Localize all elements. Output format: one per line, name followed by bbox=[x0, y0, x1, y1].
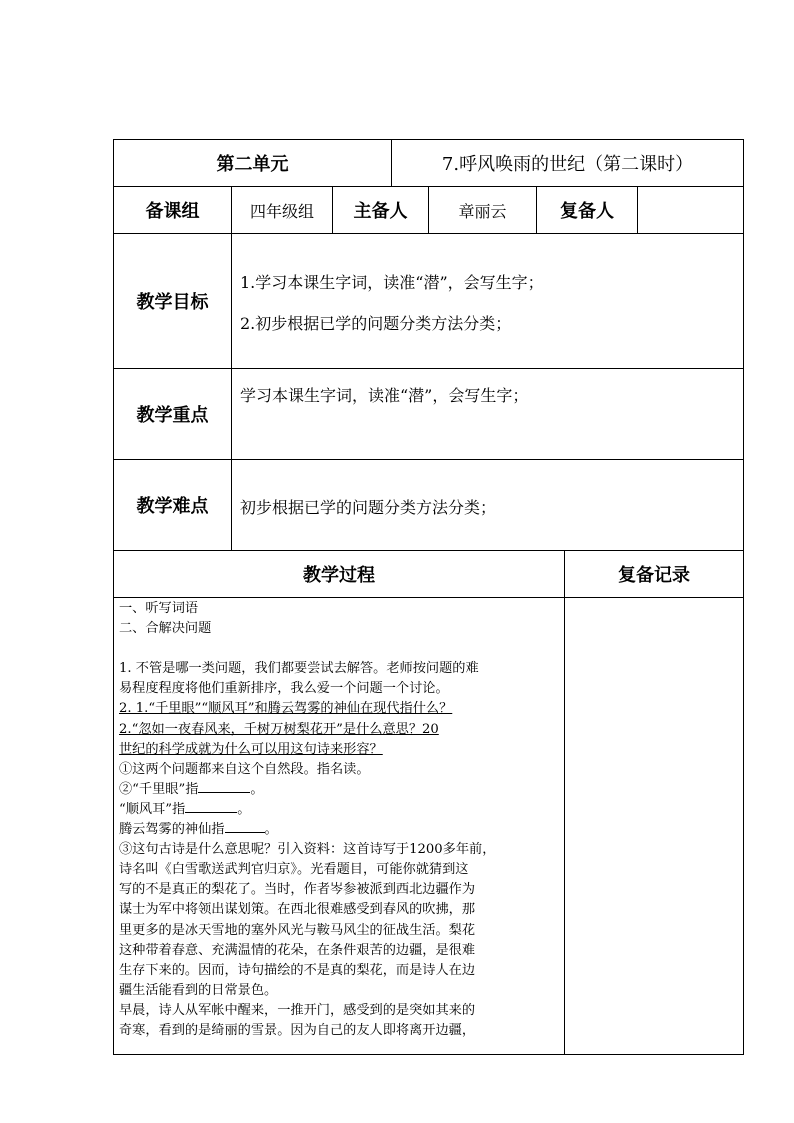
question-line: 世纪的科学成就为什么可以用这句诗来形容？ bbox=[119, 741, 383, 757]
prep-group-value: 四年级组 bbox=[249, 201, 314, 221]
process-line: ①这两个问题都来自这个自然段。指名读。 bbox=[119, 761, 370, 777]
process-line: 二、合解决问题 bbox=[119, 621, 212, 637]
fill-blank-line: 腾云驾雾的神仙指 。 bbox=[119, 822, 278, 838]
key-points-label: 教学重点 bbox=[136, 405, 209, 426]
reviewer-value bbox=[638, 187, 743, 233]
process-line: 诗名叫《白雪歌送武判官归京》。光看题目，可能你就猜到这 bbox=[119, 862, 469, 878]
difficulties-label: 教学难点 bbox=[136, 496, 209, 517]
goals-label: 教学目标 bbox=[136, 292, 209, 313]
fill-blank-prompt: ②“千里眼”指 bbox=[119, 781, 199, 797]
process-line: 一、听写词语 bbox=[119, 601, 199, 616]
process-line: 早晨，诗人从军帐中醒来，一推开门，感受到的是突如其来的 bbox=[119, 1002, 476, 1018]
fill-blank-prompt: 腾云驾雾的神仙指 bbox=[119, 822, 225, 838]
process-line: 疆生活能看到的日常景色。 bbox=[119, 982, 278, 998]
process-body bbox=[119, 599, 559, 1041]
table-border-right bbox=[743, 139, 744, 1055]
answer-blank bbox=[225, 820, 265, 833]
difficulties-text: 初步根据已学的问题分类方法分类； bbox=[240, 498, 497, 517]
process-line: 奇寒，看到的是绮丽的雪景。因为自己的友人即将离开边疆， bbox=[119, 1022, 476, 1038]
fill-blank-line: “顺风耳”指 。 bbox=[119, 801, 251, 817]
question-line: 2.“忽如一夜春风来，千树万树梨花开”是什么意思？20 bbox=[119, 721, 439, 737]
table-border-bottom bbox=[113, 1054, 744, 1055]
process-line: 1. 不管是哪一类问题，我们都要尝试去解答。老师按问题的难 bbox=[119, 661, 479, 677]
lesson-title: 7.呼风唤雨的世纪（第二课时） bbox=[441, 154, 694, 175]
process-line: 写的不是真正的梨花了。当时，作者岑参被派到西北边疆作为 bbox=[119, 882, 476, 898]
prep-group-label: 备课组 bbox=[145, 201, 200, 222]
lead-preparer-label: 主备人 bbox=[353, 201, 408, 222]
process-line: 易程度程度将他们重新排序，我么爱一个问题一个讨论。 bbox=[119, 681, 449, 697]
key-points-text: 学习本课生字词，读准“潜”，会写生字； bbox=[240, 386, 529, 405]
answer-blank bbox=[198, 780, 250, 793]
process-line: 谋士为军中将领出谋划策。在西北很难感受到春风的吹拂，那 bbox=[119, 902, 476, 918]
question-line: 2. 1.“千里眼”“顺风耳”和腾云驾雾的神仙在现代指什么？ bbox=[119, 701, 453, 717]
process-line: 里更多的是冰天雪地的塞外风光与鞍马风尘的征战生活。梨花 bbox=[119, 922, 476, 938]
unit-title: 第二单元 bbox=[216, 154, 289, 175]
process-header: 教学过程 bbox=[303, 565, 375, 586]
fill-blank-prompt: “顺风耳”指 bbox=[119, 801, 186, 817]
reviewer-label: 复备人 bbox=[560, 201, 614, 222]
process-line: ③这句古诗是什么意思呢？引入资料：这首诗写于1200多年前， bbox=[119, 842, 496, 858]
lead-preparer-value: 章丽云 bbox=[458, 201, 507, 221]
table-row-divider bbox=[113, 597, 744, 598]
answer-blank bbox=[185, 800, 237, 813]
process-line bbox=[119, 639, 559, 659]
process-line: 生存下来的。因而，诗句描绘的不是真的梨花，而是诗人在边 bbox=[119, 962, 476, 978]
review-record-header: 复备记录 bbox=[618, 565, 690, 586]
goal-item-1: 1.学习本课生字词，读准“潜”，会写生字； bbox=[240, 273, 544, 292]
fill-blank-line: ②“千里眼”指 。 bbox=[119, 781, 264, 797]
process-line: 这种带着春意、充满温情的花朵，在条件艰苦的边疆，是很难 bbox=[119, 942, 476, 958]
table-col-divider bbox=[564, 550, 565, 1055]
table-col-divider bbox=[231, 186, 232, 550]
goal-item-2: 2.初步根据已学的问题分类方法分类； bbox=[240, 314, 512, 333]
